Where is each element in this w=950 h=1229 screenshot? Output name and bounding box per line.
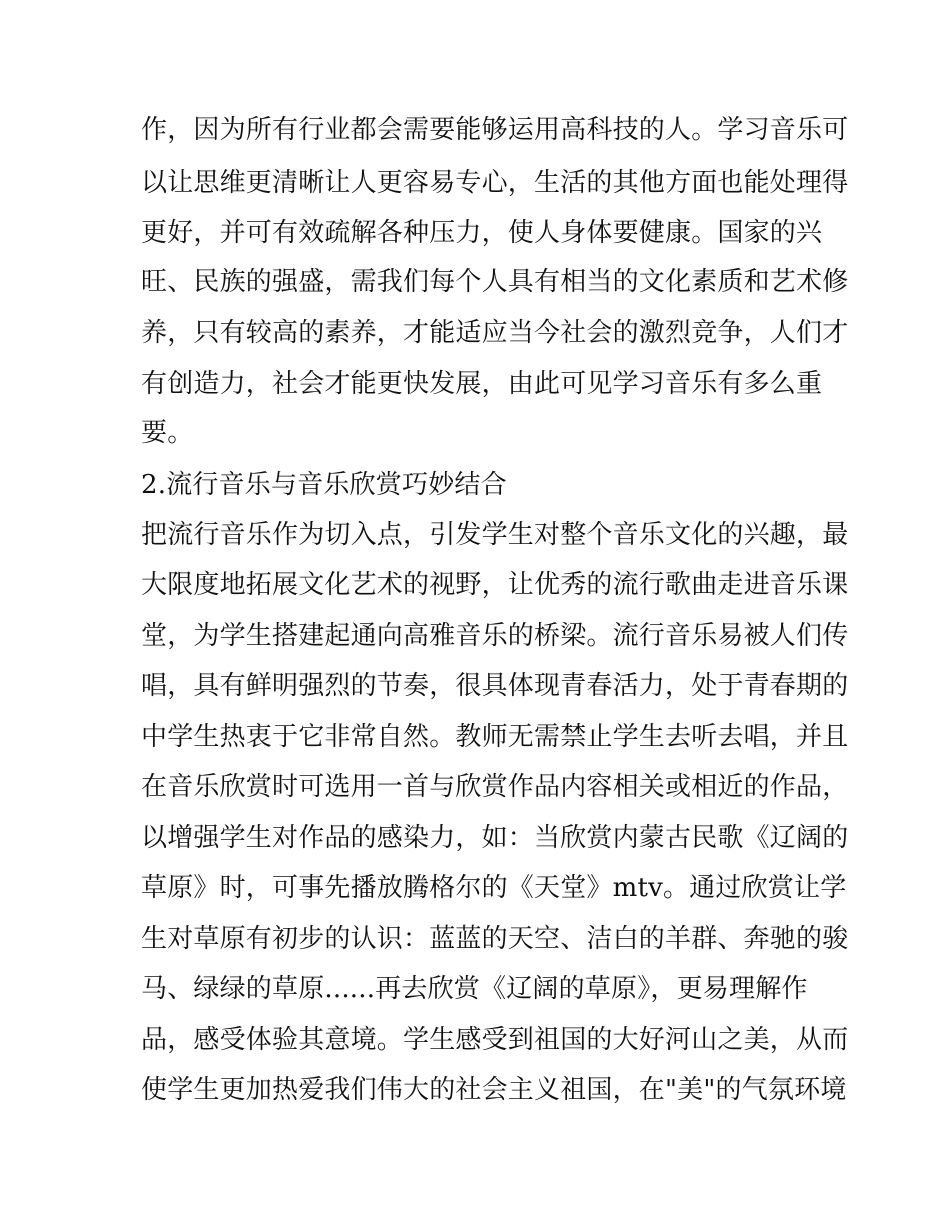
paragraph-line: 生对草原有初步的认识：蓝蓝的天空、洁白的羊群、奔驰的骏 bbox=[141, 924, 849, 954]
paragraph-line: 唱，具有鲜明强烈的节奏，很具体现青春活力，处于青春期的 bbox=[141, 671, 849, 701]
paragraph-line: 更好，并可有效疏解各种压力，使人身体要健康。国家的兴 bbox=[141, 218, 823, 248]
paragraph-line: 作，因为所有行业都会需要能够运用高科技的人。学习音乐可 bbox=[141, 115, 849, 145]
paragraph-line: 旺、民族的强盛，需我们每个人具有相当的文化素质和艺术修 bbox=[141, 267, 849, 297]
paragraph-line: 有创造力，社会才能更快发展，由此可见学习音乐有多么重 bbox=[141, 369, 823, 399]
paragraph-line: 大限度地拓展文化艺术的视野，让优秀的流行歌曲走进音乐课 bbox=[141, 570, 849, 600]
paragraph-line: 养，只有较高的素养，才能适应当今社会的激烈竞争，人们才 bbox=[141, 318, 849, 348]
paragraph-line: 马、绿绿的草原......再去欣赏《辽阔的草原》，更易理解作 bbox=[141, 974, 808, 1004]
paragraph-line: 把流行音乐作为切入点，引发学生对整个音乐文化的兴趣，最 bbox=[141, 520, 849, 550]
paragraph-line: 以增强学生对作品的感染力，如：当欣赏内蒙古民歌《辽阔的 bbox=[141, 823, 849, 853]
paragraph-line: 堂，为学生搭建起通向高雅音乐的桥梁。流行音乐易被人们传 bbox=[141, 621, 849, 651]
paragraph-line: 要。 bbox=[141, 418, 194, 448]
section-heading: 2.流行音乐与音乐欣赏巧妙结合 bbox=[141, 470, 507, 500]
paragraph-line: 草原》时，可事先播放腾格尔的《天堂》mtv。通过欣赏让学 bbox=[141, 873, 847, 903]
paragraph-line: 使学生更加热爱我们伟大的社会主义祖国，在"美"的气氛环境 bbox=[141, 1075, 847, 1105]
paragraph-line: 在音乐欣赏时可选用一首与欣赏作品内容相关或相近的作品， bbox=[141, 772, 849, 802]
paragraph-line: 中学生热衷于它非常自然。教师无需禁止学生去听去唱，并且 bbox=[141, 722, 849, 752]
paragraph-line: 品，感受体验其意境。学生感受到祖国的大好河山之美，从而 bbox=[141, 1025, 849, 1055]
paragraph-line: 以让思维更清晰让人更容易专心，生活的其他方面也能处理得 bbox=[141, 168, 849, 198]
